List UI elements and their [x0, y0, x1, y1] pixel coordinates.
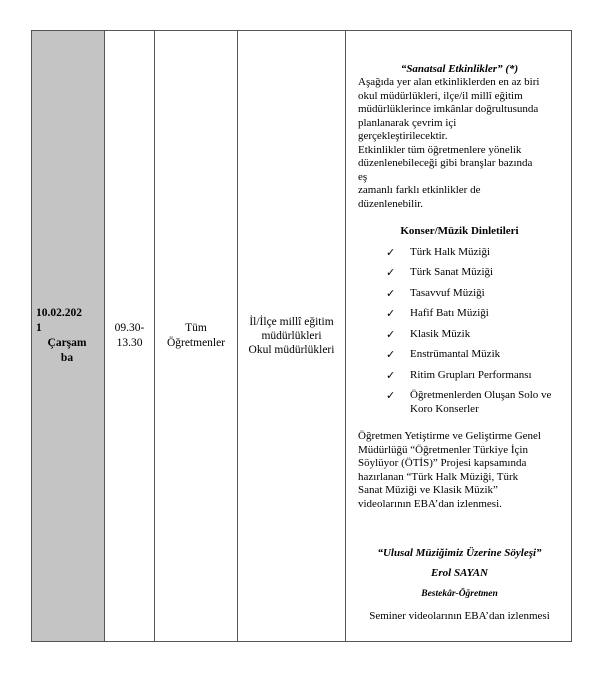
- target-line-1: Tüm: [185, 322, 207, 334]
- genre-label: Klasik Müzik: [410, 327, 471, 340]
- check-icon: ✓: [386, 389, 396, 403]
- time-end: 13.30: [116, 337, 143, 349]
- genre-label: Hafif Batı Müziği: [410, 307, 489, 320]
- speaker-role: Bestekâr-Öğretmen: [421, 589, 498, 600]
- genre-label: Enstrümantal Müzik: [410, 348, 501, 361]
- responsible-line-3: Okul müdürlükleri: [248, 344, 335, 356]
- list-item: [386, 246, 561, 260]
- responsible-line-2: müdürlükleri: [261, 330, 322, 342]
- target-line-2: Öğretmenler: [166, 337, 226, 349]
- check-icon: ✓: [386, 266, 396, 280]
- genre-label: Türk Halk Müziği: [410, 245, 491, 258]
- list-item: [386, 307, 561, 321]
- check-icon: ✓: [386, 348, 396, 362]
- weekday-text: Çarşam: [47, 337, 87, 349]
- time-cell: [105, 31, 155, 642]
- time-start: 09.30-: [114, 322, 145, 334]
- otis-project-text: Öğretmen Yetiştirme ve Geliştirme Genel Müdürlüğü “Öğretmenler Türkiye İçin Söylüyor (ÖTİS)” Projesi kapsamında hazırlanan “Türk Halk Müziği, Türk Sanat Müziği ve Klasik Müzik” videolarının EBA’dan izlenmesi.: [358, 430, 541, 510]
- list-item: [386, 287, 561, 301]
- genre-list: [358, 246, 561, 417]
- weekday-text-cont: ba: [60, 352, 74, 364]
- date-cell: [32, 31, 105, 642]
- target-audience-cell: [155, 31, 238, 642]
- concert-section-title: Konser/Müzik Dinletileri: [400, 225, 519, 238]
- genre-label: Öğretmenlerden Oluşan Solo ve Koro Konserler: [410, 389, 552, 415]
- activity-title: “Sanatsal Etkinlikler” (*): [400, 62, 519, 75]
- genre-label: Tasavvuf Müziği: [410, 286, 485, 299]
- schedule-table: [31, 30, 572, 642]
- date-text: 10.02.202: [36, 307, 82, 319]
- list-item: [386, 389, 561, 416]
- activity-content-cell: [346, 31, 572, 642]
- speaker-name: Erol SAYAN: [431, 566, 488, 579]
- seminar-text: Seminer videolarının EBA’dan izlenmesi: [369, 609, 550, 622]
- list-item: [386, 369, 561, 383]
- genre-label: Türk Sanat Müziği: [410, 266, 494, 279]
- check-icon: ✓: [386, 327, 396, 341]
- genre-label: Ritim Grupları Performansı: [410, 368, 532, 381]
- list-item: [386, 348, 561, 362]
- list-item: [386, 328, 561, 342]
- check-icon: ✓: [386, 286, 396, 300]
- check-icon: ✓: [386, 368, 396, 382]
- responsible-cell: [238, 31, 346, 642]
- check-icon: ✓: [386, 245, 396, 259]
- check-icon: ✓: [386, 307, 396, 321]
- date-text-cont: 1: [36, 322, 42, 334]
- table-row: [32, 31, 572, 642]
- list-item: [386, 266, 561, 280]
- activity-intro: Aşağıda yer alan etkinliklerden en az biri okul müdürlükleri, ilçe/il millî eğitim müdürlüklerince imkânlar doğrultusunda planlanarak çevrim içi gerçekleştirilecektir. Etkinlikler tüm öğretmenlere yönelik düzenlenebileceği gibi branşlar bazında eş zamanlı farklı etkinlikler de düzenlenebilir.: [358, 76, 540, 210]
- responsible-line-1: İl/İlçe millî eğitim: [249, 316, 334, 328]
- talk-title: “Ulusal Müziğimiz Üzerine Söyleşi”: [377, 547, 542, 560]
